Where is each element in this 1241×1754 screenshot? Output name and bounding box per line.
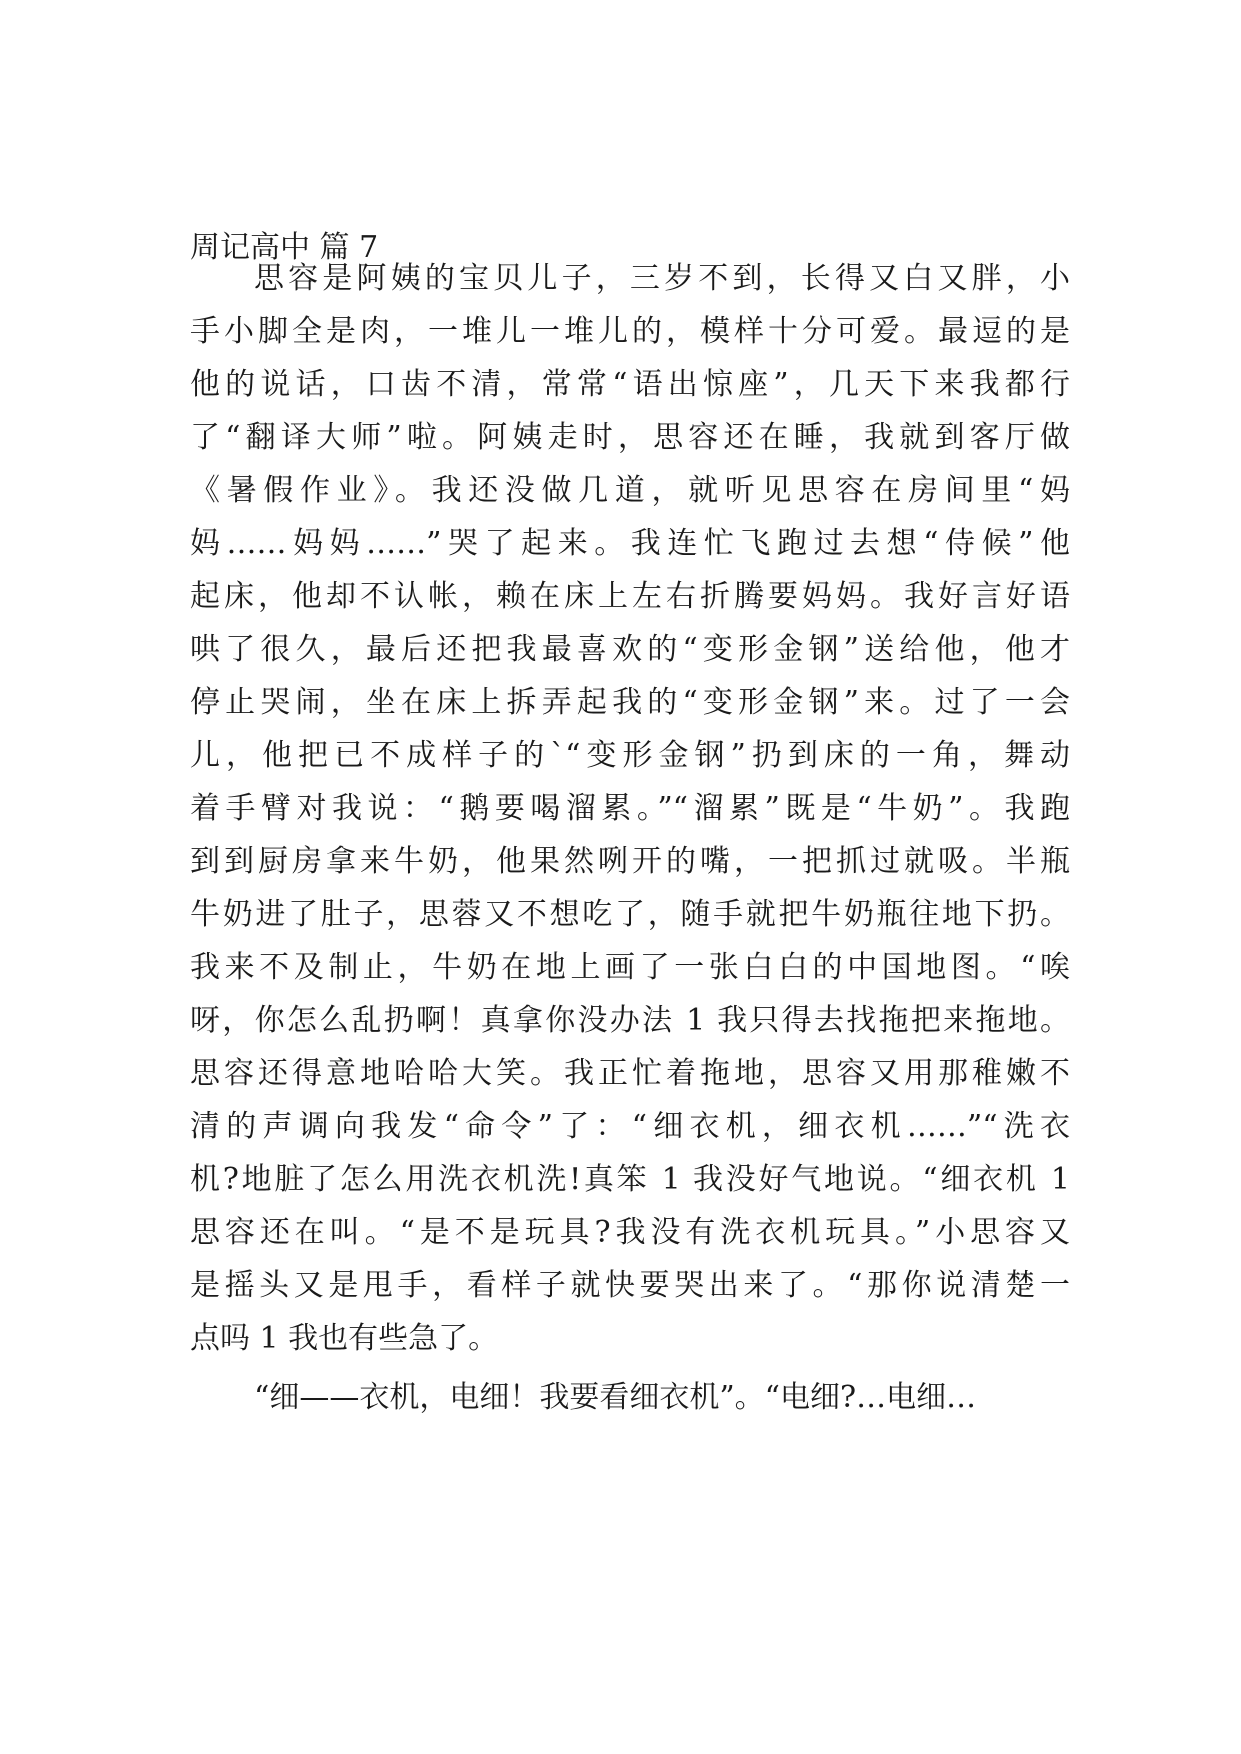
- text-line: 牛奶进了肚子，思蓉又不想吃了，随手就把牛奶瓶往地下扔。: [190, 897, 1070, 932]
- text-line: 机?地脏了怎么用洗衣机洗!真笨 1 我没好气地说。“细衣机 1: [190, 1162, 1070, 1197]
- text-line: 停止哭闹，坐在床上拆弄起我的“变形金钢”来。过了一会: [190, 685, 1070, 720]
- text-line: 手小脚全是肉，一堆儿一堆儿的，模样十分可爱。最逗的是: [190, 314, 1070, 349]
- text-line: “细——衣机，电细！我要看细衣机”。“电细?…电细…: [254, 1380, 977, 1415]
- text-line: 思容还在叫。“是不是玩具?我没有洗衣机玩具。”小思容又: [190, 1215, 1070, 1250]
- text-line: 点吗 1 我也有些急了。: [190, 1321, 499, 1356]
- text-line: 《暑假作业》。我还没做几道，就听见思容在房间里“妈: [190, 473, 1070, 508]
- text-line: 思容还得意地哈哈大笑。我正忙着拖地，思容又用那稚嫩不: [190, 1056, 1070, 1091]
- text-line: 妈……妈妈……”哭了起来。我连忙飞跑过去想“侍候”他: [190, 526, 1070, 561]
- text-line: 我来不及制止，牛奶在地上画了一张白白的中国地图。“唉: [190, 950, 1070, 985]
- text-line: 是摇头又是甩手，看样子就快要哭出来了。“那你说清楚一: [190, 1268, 1070, 1303]
- text-line: 哄了很久，最后还把我最喜欢的“变形金钢”送给他，他才: [190, 632, 1070, 667]
- text-line: 到到厨房拿来牛奶，他果然咧开的嘴，一把抓过就吸。半瓶: [190, 844, 1070, 879]
- text-line: 了“翻译大师”啦。阿姨走时，思容还在睡，我就到客厅做: [190, 420, 1070, 455]
- text-line: 他的说话，口齿不清，常常“语出惊座”，几天下来我都行: [190, 367, 1070, 402]
- text-line: 思容是阿姨的宝贝儿子，三岁不到，长得又白又胖，小: [254, 261, 1070, 296]
- document-title: 周记高中 篇 7: [190, 230, 379, 265]
- text-line: 儿，他把已不成样子的`“变形金钢”扔到床的一角，舞动: [190, 738, 1070, 773]
- text-line: 呀，你怎么乱扔啊！真拿你没办法 1 我只得去找拖把来拖地。: [190, 1003, 1070, 1038]
- text-line: 起床，他却不认帐，赖在床上左右折腾要妈妈。我好言好语: [190, 579, 1070, 614]
- text-line: 着手臂对我说：“鹅要喝溜累。”“溜累”既是“牛奶”。我跑: [190, 791, 1070, 826]
- text-line: 清的声调向我发“命令”了：“细衣机，细衣机……”“洗衣: [190, 1109, 1070, 1144]
